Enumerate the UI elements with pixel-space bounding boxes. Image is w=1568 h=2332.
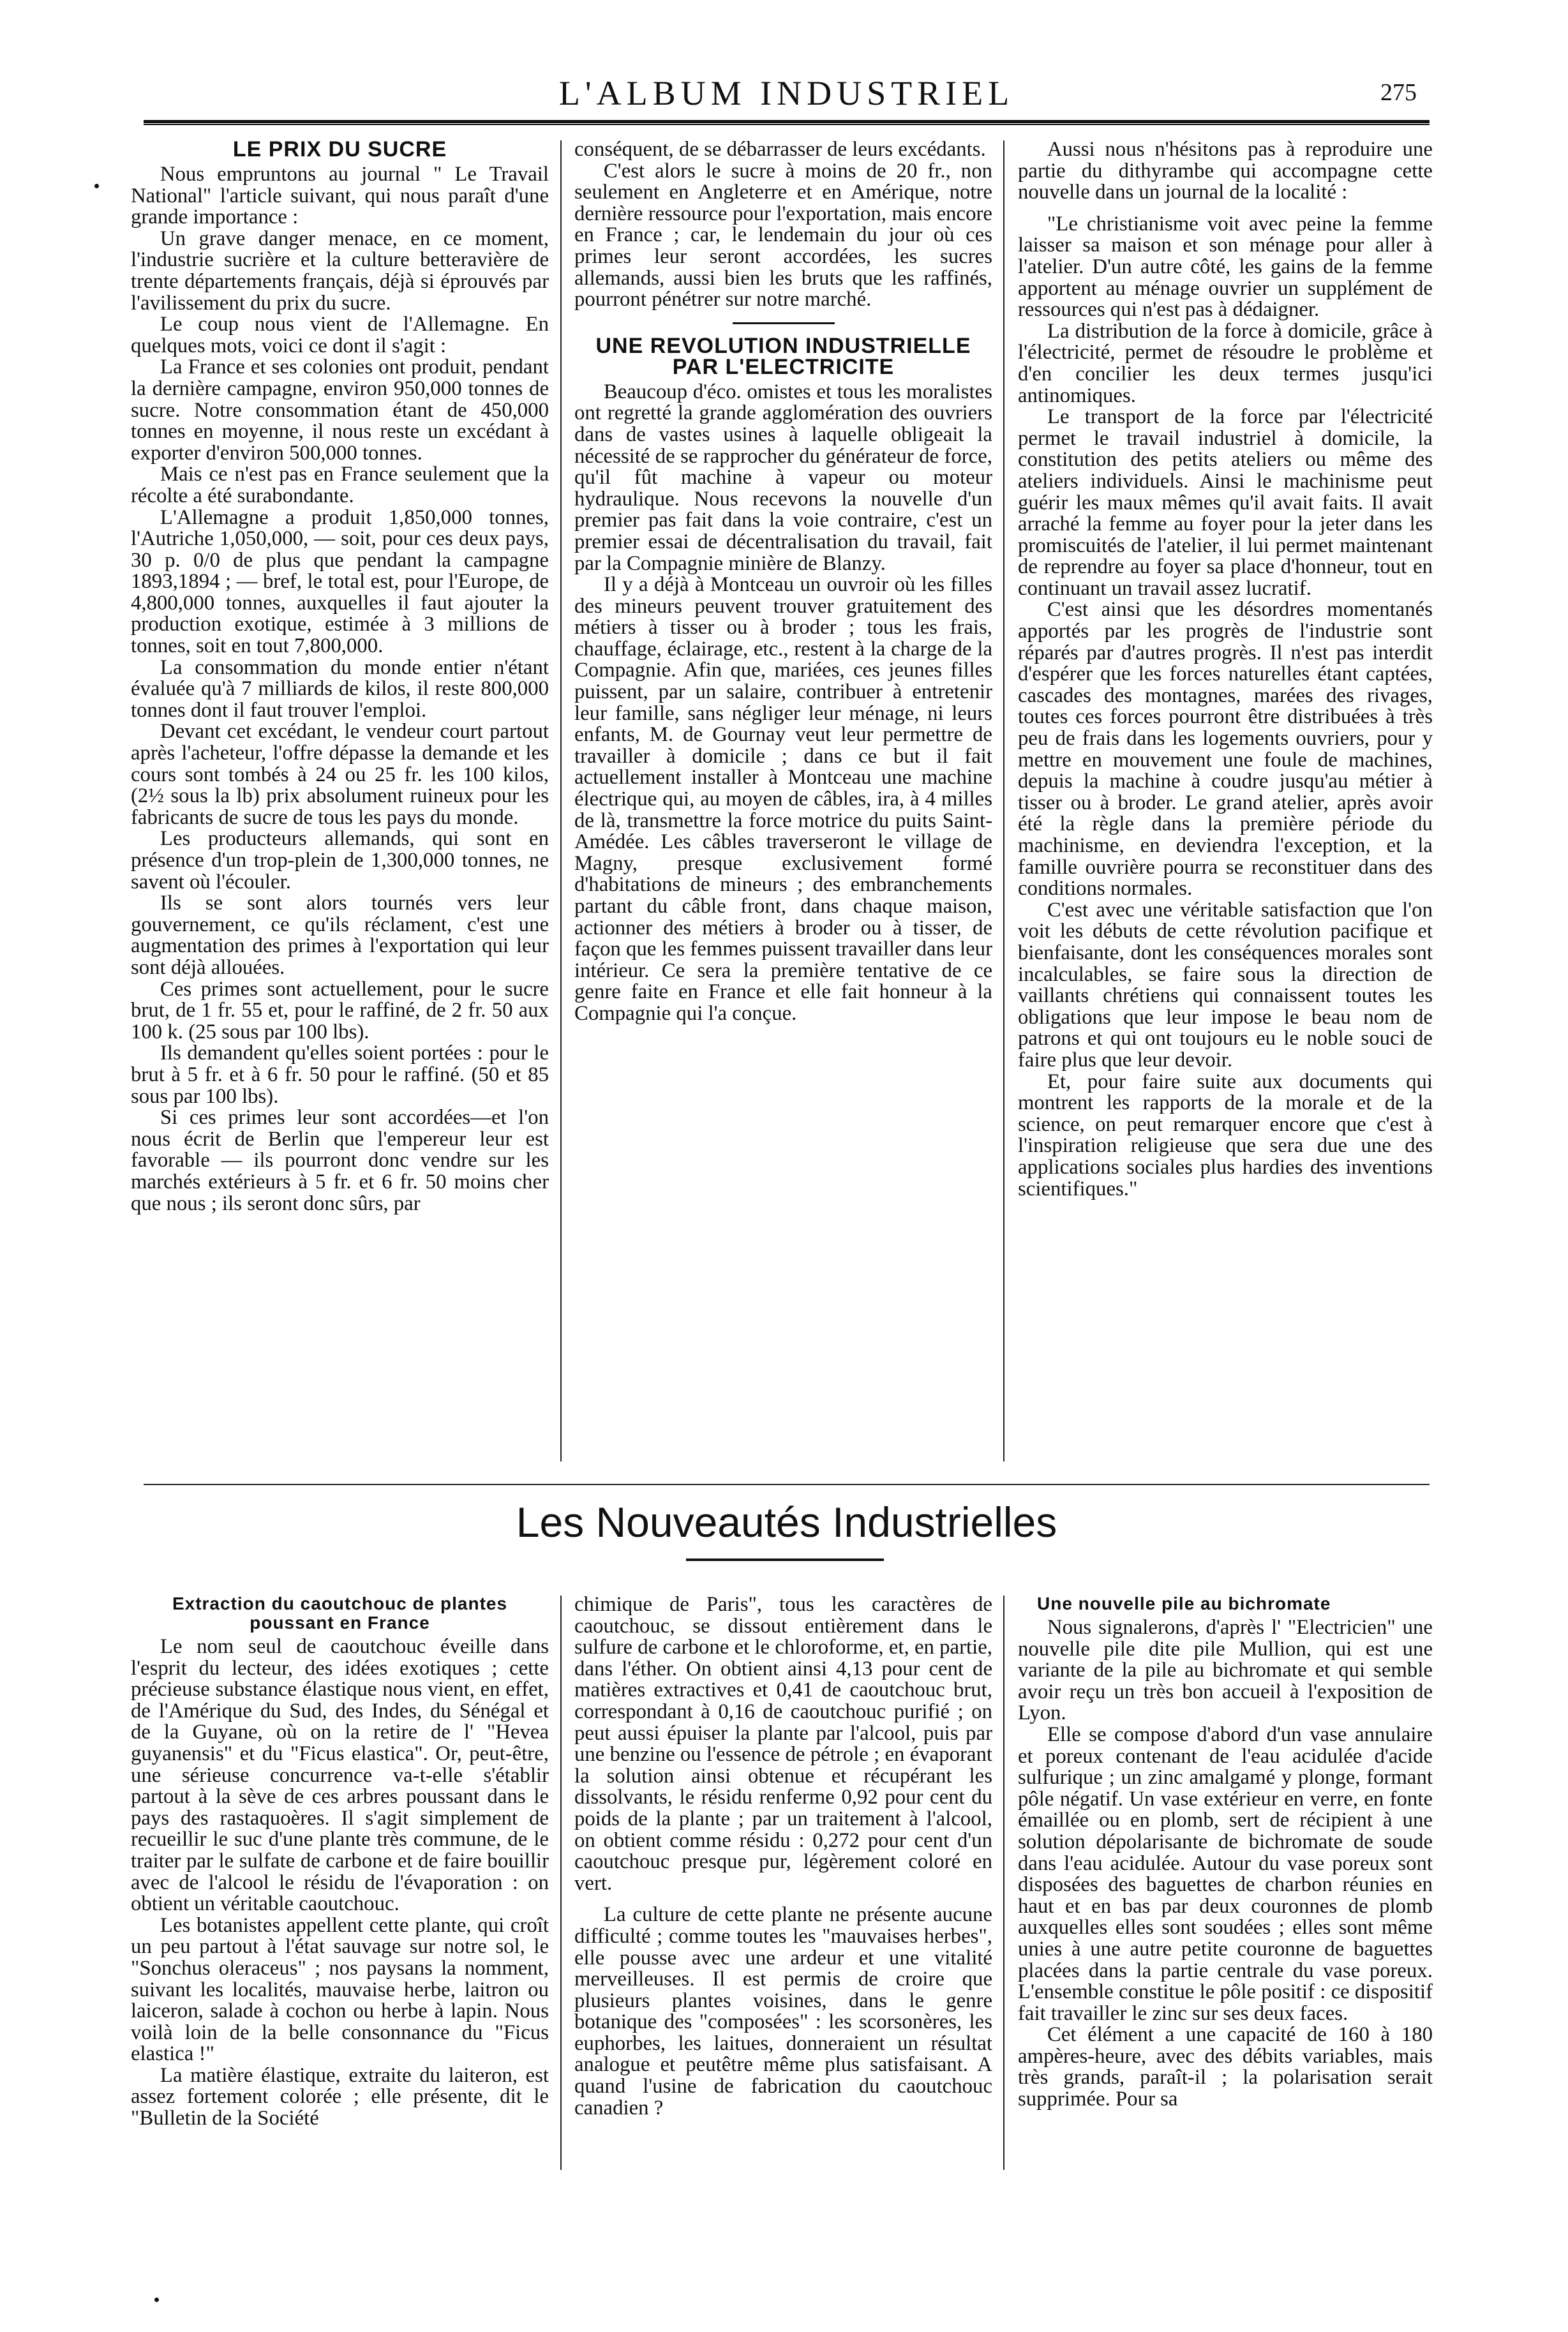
article-paragraph: Et, pour faire suite aux documents qui montrent les rapports de la morale et de la science, on peut remarquer encore que c'est à l'inspiration religieuse que sera due une des applications sociales plus hardies des inventions scientifiques." bbox=[1018, 1070, 1433, 1200]
article-pile-bichromate bbox=[1018, 1594, 1433, 2111]
article-paragraph: Le transport de la force par l'électricité permet le travail industriel à domicile, la constitution des petits ateliers ou même des ateliers individuels. Ainsi le machinisme peut guérir les maux mêmes qu'il avait faits. Il avait arraché la femme au foyer pour la jeter dans les promiscuités de l'atelier, il lui permet maintenant de reprendre au foyer sa place d'honneur, tout en continuant un travail assez lucratif. bbox=[1018, 405, 1433, 600]
article-paragraph: La distribution de la force à domicile, grâce à l'électricité, permet de résoudre le problème et d'en concilier les deux termes jusqu'ici antinomiques. bbox=[1018, 319, 1433, 407]
article-caoutchouc bbox=[131, 1594, 549, 2130]
header-rule bbox=[144, 120, 1430, 125]
article-paragraph: Nous empruntons au journal " Le Travail National" l'article suivant, qui nous paraît d'une grande importance : bbox=[131, 163, 549, 229]
article-paragraph: L'Allemagne a produit 1,850,000 tonnes, l'Autriche 1,050,000, — soit, pour ces deux pays, 30 p. 0/0 de plus que pendant la campagne 1893,1894 ; — bref, le total est, pour l'Europe, de 4,800,000 tonnes, auxquelles il faut ajouter la production exotique, estimée à 3 millions de tonnes, soit en tout 7,800,000. bbox=[131, 505, 549, 658]
section-divider bbox=[144, 1484, 1430, 1485]
article-paragraph: Aussi nous n'hésitons pas à reproduire une partie du dithyrambe qui accompagne cette nouvelle dans un journal de la localité : bbox=[1018, 138, 1433, 204]
article-paragraph: La France et ses colonies ont produit, pendant la dernière campagne, environ 950,000 tonnes de sucre. Notre consommation étant de 450,000 tonnes en moyenne, il nous reste un excédant à exporter d'environ 500,000 tonnes. bbox=[131, 355, 549, 465]
running-title: L'ALBUM INDUSTRIEL bbox=[558, 74, 1015, 112]
article-title: LE PRIX DU SUCRE bbox=[232, 137, 447, 161]
column-rule bbox=[1003, 140, 1004, 1461]
article-paragraph: Le coup nous vient de l'Allemagne. En quelques mots, voici ce dont il s'agit : bbox=[131, 313, 549, 357]
heading-underline bbox=[686, 1558, 884, 1561]
article-prix-du-sucre bbox=[131, 139, 549, 1215]
article-paragraph: chimique de Paris", tous les caractères de caoutchouc, se dissout entièrement dans le sulfure de carbone et le chloroforme, et, en partie, dans l'éther. On obtient ainsi 4,13 pour cent de matières extractives et 0,41 de caoutchouc brut, correspondant à 0,16 de caoutchouc purifié ; on peut aussi épuiser la plante par l'alcool, puis par une benzine ou l'essence de pétrole ; en évaporant la solution ainsi obtenue et récupérant les dissolvants, le résidu renferme 0,92 pour cent du poids de la plante ; par un traitement à l'alcool, on obtient comme résidu : 0,272 pour cent d'un caoutchouc presque pur, légèrement coloré en vert. bbox=[574, 1593, 992, 1895]
article-paragraph: Ces primes sont actuellement, pour le sucre brut, de 1 fr. 55 et, pour le raffiné, de 2 fr. 50 aux 100 k. (25 sous par 100 lbs). bbox=[131, 977, 549, 1043]
article-paragraph: Les producteurs allemands, qui sont en présence d'un trop-plein de 1,300,000 tonnes, ne savent où l'écouler. bbox=[131, 827, 549, 893]
column-rule bbox=[1003, 1596, 1004, 2170]
page-header bbox=[144, 73, 1430, 118]
article-paragraph: Ils demandent qu'elles soient portées : pour le brut à 5 fr. et à 6 fr. 50 pour le raffiné. (50 et 85 sous par 100 lbs). bbox=[131, 1042, 549, 1108]
article-paragraph: Beaucoup d'éco. omistes et tous les moralistes ont regretté la grande agglomération des ouvriers dans de vastes usines à laquelle obligeait la nécessité de se rapprocher du générateur de force, qu'il fût machine à vapeur ou moteur hydraulique. Nous recevons la nouvelle d'un premier pas fait dans la voie contraire, c'est un premier essai de décentralisation du travail, fait par la Compagnie minière de Blanzy. bbox=[574, 380, 992, 575]
article-paragraph: La culture de cette plante ne présente aucune difficulté ; comme toutes les "mauvaises herbes", elle pousse avec une ardeur et une vitalité merveilleuses. Il est permis de croire que plusieurs plantes voisines, dans le genre botanique des "composées" : les scorsonères, les euphorbes, les laitues, donneraient un résultat analogue et peutêtre même plus satisfaisant. A quand l'usine de fabrication du caoutchouc canadien ? bbox=[574, 1903, 992, 2119]
article-caoutchouc-continued bbox=[574, 1594, 992, 2119]
margin-mark bbox=[94, 184, 99, 188]
article-revolution-continued bbox=[1018, 139, 1433, 1200]
article-paragraph: C'est alors le sucre à moins de 20 fr., non seulement en Angleterre et en Amérique, notre dernière ressource pour l'exportation, mais encore en France ; car, le lendemain du jour où ces primes leur seront accordées, les sucres allemands, aussi bien les bruts que les raffinés, pourront pénétrer sur notre marché. bbox=[574, 159, 992, 311]
article-paragraph: Si ces primes leur sont accordées—et l'on nous écrit de Berlin que l'empereur leur est favorable — ils pourront donc vendre sur les marchés extérieurs à 5 fr. et 6 fr. 50 moins cher que nous ; ils seront donc sûrs, par bbox=[131, 1106, 549, 1215]
section-rule bbox=[733, 322, 835, 324]
article-title: Extraction du caoutchouc de plantes poussant en France bbox=[172, 1594, 508, 1633]
article-paragraph: conséquent, de se débarrasser de leurs excédants. bbox=[574, 138, 986, 161]
article-paragraph: Elle se compose d'abord d'un vase annulaire et poreux contenant de l'eau acidulée d'acide sulfurique ; un zinc amalgamé y plonge, formant pôle négatif. Un vase extérieur en verre, en fonte émaillée ou en plomb, sert de récipient à une solution dépolarisante de bichromate de soude dans l'eau acidulée. Autour du vase poreux sont disposées des baguettes de charbon réunies en haut et en bas par deux couronnes de plomb auxquelles elles sont soudées ; elles sont même unies à une autre petite couronne de baguettes placées dans la partie centrale du vase poreux. L'ensemble constitue le pôle positif : ce dispositif fait travailler le zinc sur ses deux faces. bbox=[1018, 1723, 1433, 2025]
article-paragraph: Le nom seul de caoutchouc éveille dans l'esprit du lecteur, des idées exotiques ; cette précieuse substance élastique nous vient, en effet, de l'Amérique du Sud, des Indes, du Sénégal et de la Guyane, où on la retire de l' "Hevea guyanensis" et du "Ficus elastica". Or, peut-être, une sérieuse concurrence va-t-elle s'établir partout à la sève de ces arbres poussant dans le pays des rastaquoères. Il s'agit simplement de recueillir le suc d'une plante très commune, de le traiter par le sulfate de carbone et de faire bouillir avec de l'alcool le résidu de l'évaporation : on obtient un véritable caoutchouc. bbox=[131, 1635, 549, 1916]
column-rule bbox=[560, 1596, 562, 2170]
article-title: UNE REVOLUTION INDUSTRIELLE PAR L'ELECTRICITE bbox=[595, 333, 971, 379]
page-number: 275 bbox=[1380, 79, 1417, 106]
article-paragraph: La consommation du monde entier n'étant évaluée qu'à 7 milliards de kilos, il reste 800,000 tonnes dont il faut trouver l'emploi. bbox=[131, 655, 549, 722]
article-paragraph: Il y a déjà à Montceau un ouvroir où les filles des mineurs peuvent trouver gratuitement des métiers à tisser ou à broder ; tous les frais, chauffage, éclairage, etc., restent à la charge de la Compagnie. Afin que, mariées, ces jeunes filles puissent, par un salaire, contribuer à entretenir leur famille, sans négliger leur ménage, ni leurs enfants, M. de Gournay veut leur permettre de travailler à domicile ; dans ce but il fait actuellement installer à Montceau une machine électrique qui, au moyen de câbles, ira, à 4 milles de là, transmettre la force motrice du puits Saint-Amédée. Les câbles traverseront le village de Magny, presque exclusivement formé d'habitations de mineurs ; des embranchements partant du câble front, dans chaque maison, actionner des métiers à broder ou à tisser, de façon que les femmes puissent travailler dans leur intérieur. Ce sera la première tentative de ce genre faite en France et elle fait honneur à la Compagnie qui l'a conçue. bbox=[574, 573, 992, 1025]
article-paragraph: Nous signalerons, d'après l' "Electricien" une nouvelle pile dite pile Mullion, qui est une variante de la pile au bichromate et qui semble avoir reçu un très bon accueil à l'exposition de Lyon. bbox=[1018, 1616, 1433, 1725]
margin-mark bbox=[154, 2298, 159, 2302]
article-title: Une nouvelle pile au bichromate bbox=[1037, 1594, 1331, 1613]
article-paragraph: La matière élastique, extraite du laiteron, est assez fortement colorée ; elle présente, dit le "Bulletin de la Société bbox=[131, 2063, 549, 2130]
column-rule bbox=[560, 140, 562, 1461]
section-heading: Les Nouveautés Industrielles bbox=[516, 1499, 1057, 1546]
article-paragraph: Mais ce n'est pas en France seulement que la récolte a été surabondante. bbox=[131, 463, 549, 507]
article-paragraph: Les botanistes appellent cette plante, qui croît un peu partout à l'état sauvage sur notre sol, le "Sonchus oleraceus" ; nos paysans la nomment, suivant les localités, mauvaise herbe, laitron ou laiceron, salade à cochon ou herbe à lapin. Nous voilà loin de la belle consonnance du "Ficus elastica !" bbox=[131, 1913, 549, 2066]
article-paragraph: Devant cet excédant, le vendeur court partout après l'acheteur, l'offre dépasse la demande et les cours sont tombés à 24 ou 25 fr. les 100 kilos, (2½ sous la lb) prix absolument ruineux pour les fabricants de sucre de tous les pays du monde. bbox=[131, 720, 549, 829]
article-paragraph: C'est ainsi que les désordres momentanés apportés par les progrès de l'industrie sont réparés par d'autres progrès. Il n'est pas interdit d'espérer que les forces naturelles étant captées, cascades des montagnes, marées des rivages, toutes ces forces pourront être distribuées à très peu de frais dans les logements ouvriers, pour y mettre en mouvement une foule de machines, depuis la machine à coudre jusqu'au métier à tisser ou à broder. Le grand atelier, après avoir été la règle dans la première période du machinisme, en deviendra l'exception, et la famille ouvrière pourra se reconstituer dans des conditions normales. bbox=[1018, 598, 1433, 901]
article-paragraph: "Le christianisme voit avec peine la femme laisser sa maison et son ménage pour aller à l'atelier. D'un autre côté, les gains de la femme apportent au ménage ouvrier un supplément de ressources qui n'est pas à dédaigner. bbox=[1018, 212, 1433, 322]
article-paragraph: Cet élément a une capacité de 160 à 180 ampères-heure, avec des débits variables, mais très grands, paraît-il ; la polarisation serait supprimée. Pour sa bbox=[1018, 2023, 1433, 2111]
article-paragraph: C'est avec une véritable satisfaction que l'on voit les débuts de cette révolution pacifique et bienfaisante, dont les conséquences morales sont incalculables, se faire sous la direction de vaillants chrétiens qui connaissent toutes les obligations que leur impose le beau nom de patrons et qui ont toujours eu le noble souci de faire plus que leur devoir. bbox=[1018, 898, 1433, 1072]
article-revolution-industrielle bbox=[574, 139, 992, 1025]
article-paragraph: Un grave danger menace, en ce moment, l'industrie sucrière et la culture betteravière de trente départements français, déjà si éprouvés par l'avilissement du prix du sucre. bbox=[131, 227, 549, 315]
article-paragraph: Ils se sont alors tournés vers leur gouvernement, ce qu'ils réclament, c'est une augmentation des primes à l'exportation qui leur sont déjà allouées. bbox=[131, 892, 549, 979]
